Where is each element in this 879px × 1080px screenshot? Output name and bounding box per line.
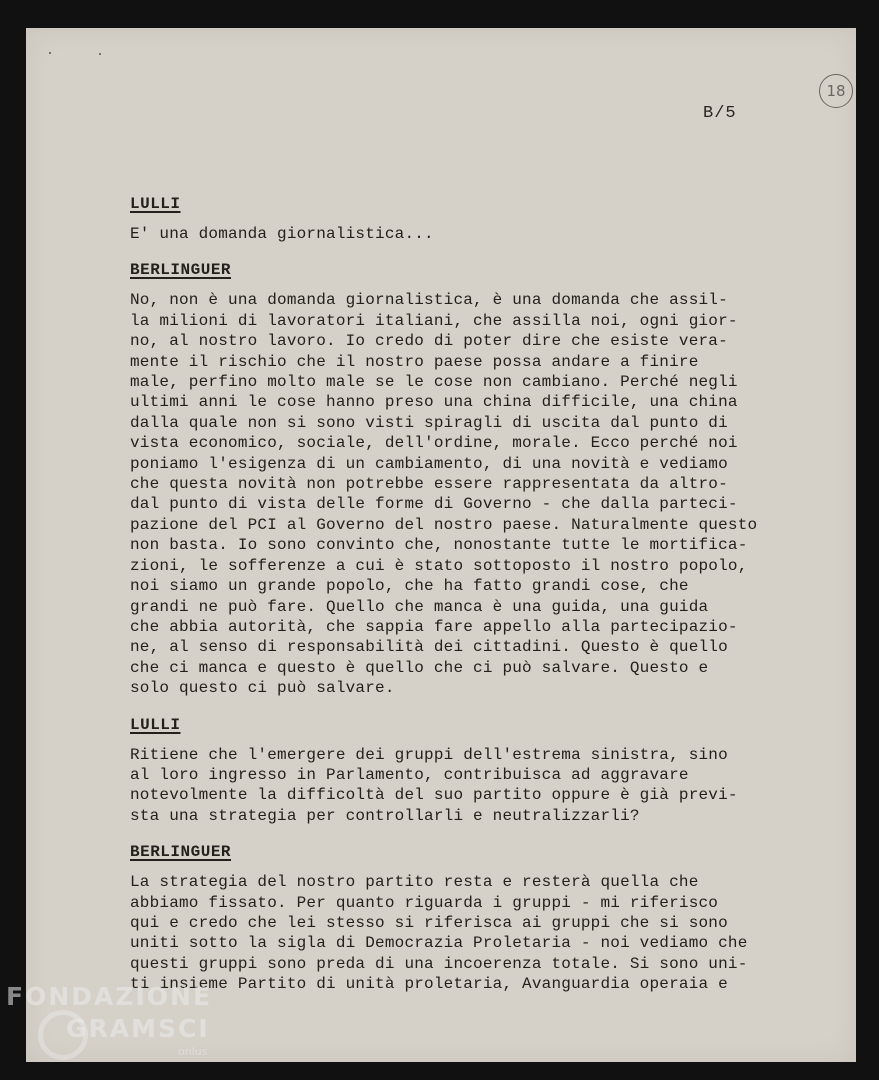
- archive-number-stamp: [819, 74, 853, 108]
- archive-number: 18: [826, 82, 846, 100]
- page-number: B/5: [703, 104, 737, 123]
- speech-paragraph: No, non è una domanda giornalistica, è una domanda che assil- la milioni di lavoratori italiani, che assilla noi, ogni gior- no, al nostro lavoro. Io credo di poter dire che esiste vera- mente il rischio che il nostro paese possa andare a finire male, perfino molto male se le cose non cambiano. Perché negli ultimi anni le cose hanno preso una china difficile, una china dalla quale non si sono visti spiragli di uscita dal punto di vista economico, sociale, dell'ordine, morale. Ecco perché noi poniamo l'esigenza di un cambiamento, di una novità e vediamo che questa novità non potrebbe essere rappresentata da altro- dal punto di vista delle forme di Governo - che dalla parteci- pazione del PCI al Governo del nostro paese. Naturalmente questo non basta. Io sono convinto che, nonostante tutte le mortifica- zioni, le sofferenze a cui è stato sottoposto il nostro popolo, noi siamo un grande popolo, che ha fatto grandi cose, che grandi ne può fare. Quello che manca è una guida, una guida che abbia autorità, che sappia fare appello alla partecipazio- ne, al senso di responsabilità dei cittadini. Questo è quello che ci manca e questo è quello che ci può salvare. Questo e solo questo ci può salvare.: [130, 291, 758, 698]
- speaker-label: LULLI: [130, 715, 181, 734]
- speech-paragraph: E' una domanda giornalistica...: [130, 225, 434, 243]
- watermark-line-3: onlus: [178, 1045, 208, 1058]
- transcript: [130, 192, 810, 995]
- speck: [49, 52, 51, 54]
- watermark-line-2: GRAMSCI: [66, 1014, 210, 1043]
- speech-paragraph: La strategia del nostro partito resta e resterà quella che abbiamo fissato. Per quanto riguarda i gruppi - mi riferisco qui e credo che lei stesso si riferisca ai gruppi che si sono uniti sotto la sigla di Democrazia Proletaria - noi vediamo che questi gruppi sono preda di una incoerenza totale. Si sono uni- ti insieme Partito di unità proletaria, Avanguardia operaia e: [130, 873, 748, 994]
- speech-paragraph: Ritiene che l'emergere dei gruppi dell'estrema sinistra, sino al loro ingresso in Parlamento, contribuisca ad aggravare notevolmente la difficoltà del suo partito oppure è già previ- sta una strategia per controllarli e neutralizzarli?: [130, 745, 738, 825]
- fondazione-gramsci-watermark: [6, 982, 213, 1058]
- speck: [99, 53, 101, 55]
- watermark-line-1: FONDAZIONE: [6, 982, 213, 1011]
- speaker-label: BERLINGUER: [130, 843, 232, 862]
- speaker-label: BERLINGUER: [130, 261, 232, 280]
- speaker-label: LULLI: [130, 195, 181, 213]
